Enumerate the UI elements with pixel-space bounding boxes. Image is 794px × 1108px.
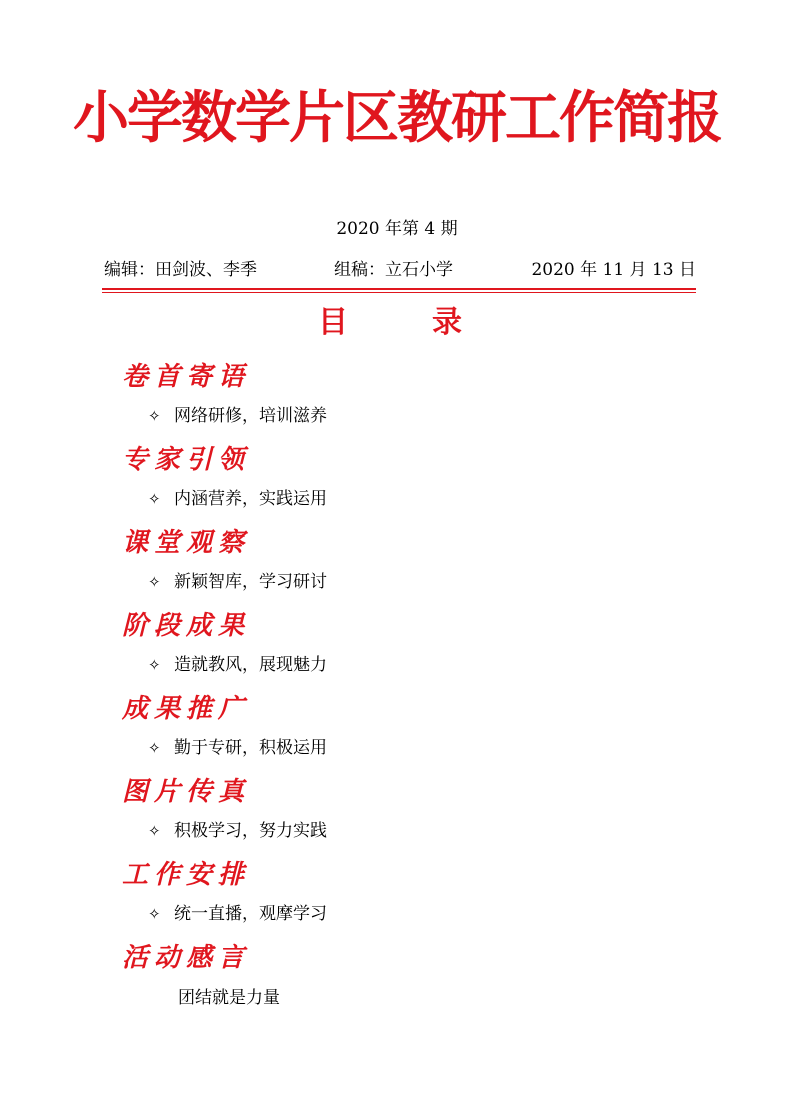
sparkle-bullet-icon: ✧ [148, 739, 161, 757]
sparkle-bullet-icon: ✧ [148, 905, 161, 923]
toc-item-text: 勤于专研，积极运用 [174, 738, 327, 758]
header-divider-thin [102, 292, 696, 293]
toc-item-text: 新颖智库，学习研讨 [174, 572, 327, 592]
header-divider-thick [102, 288, 696, 290]
toc-section-title: 卷首寄语 [122, 362, 251, 392]
toc-heading-char-1: 目 [318, 305, 348, 340]
closing-motto: 团结就是力量 [178, 988, 280, 1008]
toc-section-title: 阶段成果 [122, 611, 251, 641]
toc-item-text: 统一直播，观摩学习 [174, 904, 327, 924]
toc-heading [318, 303, 488, 343]
toc-heading-char-2: 录 [432, 305, 462, 340]
bulletin-masthead: 小学数学片区教研工作简报 [73, 85, 721, 151]
organizer-credit: 组稿：立石小学 [334, 260, 453, 280]
toc-section-title: 图片传真 [122, 777, 251, 807]
sparkle-bullet-icon: ✧ [148, 822, 161, 840]
toc-section-title: 专家引领 [122, 445, 251, 475]
toc-section-title: 课堂观察 [122, 528, 251, 558]
toc-list-item [148, 571, 327, 593]
toc-item-text: 造就教风，展现魅力 [174, 655, 327, 675]
editor-credit: 编辑：田剑波、李季 [104, 260, 257, 280]
issue-number: 2020 年第 4 期 [336, 219, 458, 239]
toc-list-item [148, 654, 327, 676]
sparkle-bullet-icon: ✧ [148, 407, 161, 425]
toc-list-item [148, 903, 327, 925]
toc-item-text: 内涵营养，实践运用 [174, 489, 327, 509]
toc-list-item [148, 405, 327, 427]
toc-item-text: 积极学习，努力实践 [174, 821, 327, 841]
toc-section-title: 工作安排 [122, 860, 251, 890]
toc-item-text: 网络研修，培训滋养 [174, 406, 327, 426]
toc-section-title: 活动感言 [122, 943, 251, 973]
toc-section-title: 成果推广 [122, 694, 251, 724]
sparkle-bullet-icon: ✧ [148, 490, 161, 508]
sparkle-bullet-icon: ✧ [148, 656, 161, 674]
publish-date: 2020 年 11 月 13 日 [531, 260, 696, 280]
toc-list-item [148, 488, 327, 510]
sparkle-bullet-icon: ✧ [148, 573, 161, 591]
toc-list-item [148, 820, 327, 842]
toc-list-item [148, 737, 327, 759]
bulletin-meta-row [104, 259, 696, 281]
